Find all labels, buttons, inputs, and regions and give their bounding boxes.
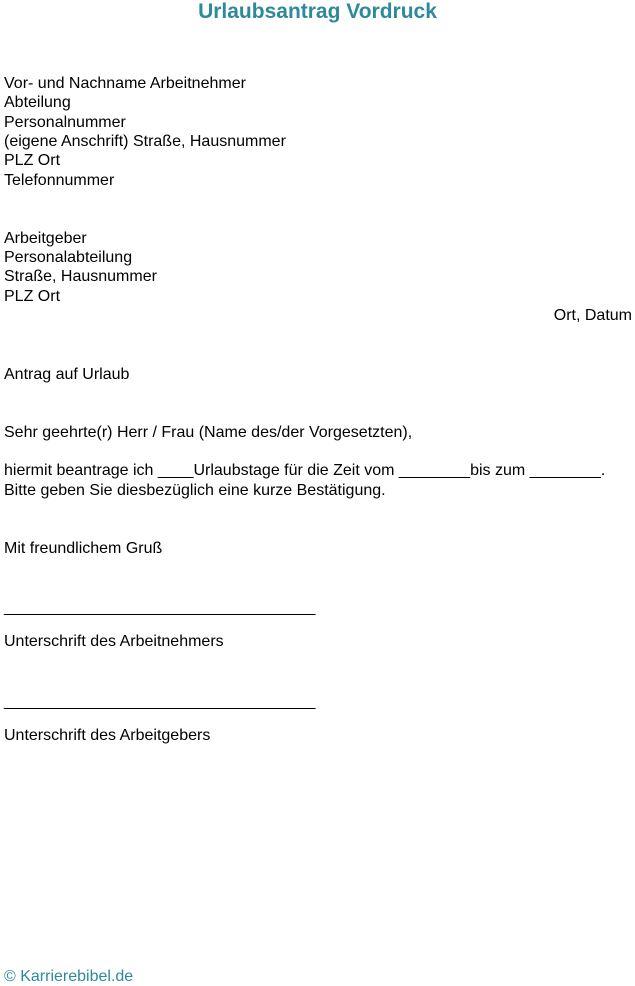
recipient-employer: Arbeitgeber <box>4 230 87 247</box>
recipient-hr: Personalabteilung <box>4 249 133 266</box>
subject-line: Antrag auf Urlaub <box>4 366 130 383</box>
signature-label-employee: Unterschrift des Arbeitnehmers <box>4 633 224 650</box>
footer-copyright: © Karrierebibel.de <box>4 968 134 985</box>
sender-street: (eigene Anschrift) Straße, Hausnummer <box>4 133 286 150</box>
sender-city: PLZ Ort <box>4 152 61 169</box>
signature-line-employee: ___________________________________ <box>4 599 316 616</box>
body-line-1: hiermit beantrage ich ____Urlaubstage für die Zeit vom ________bis zum ________. <box>4 462 606 479</box>
recipient-city: PLZ Ort <box>4 288 61 305</box>
signature-label-employer: Unterschrift des Arbeitgebers <box>4 727 211 744</box>
sender-phone: Telefonnummer <box>4 172 115 189</box>
sender-personnel-number: Personalnummer <box>4 114 126 131</box>
recipient-street: Straße, Hausnummer <box>4 268 157 285</box>
place-date: Ort, Datum <box>553 307 632 324</box>
page-title: Urlaubsantrag Vordruck <box>198 0 437 23</box>
sender-department: Abteilung <box>4 94 71 111</box>
sender-name: Vor- und Nachname Arbeitnehmer <box>4 75 246 92</box>
signature-line-employer: ___________________________________ <box>4 693 316 710</box>
salutation: Sehr geehrte(r) Herr / Frau (Name des/der Vorgesetzten), <box>4 424 413 441</box>
closing: Mit freundlichem Gruß <box>4 540 163 557</box>
body-line-2: Bitte geben Sie diesbezüglich eine kurze Bestätigung. <box>4 482 386 499</box>
